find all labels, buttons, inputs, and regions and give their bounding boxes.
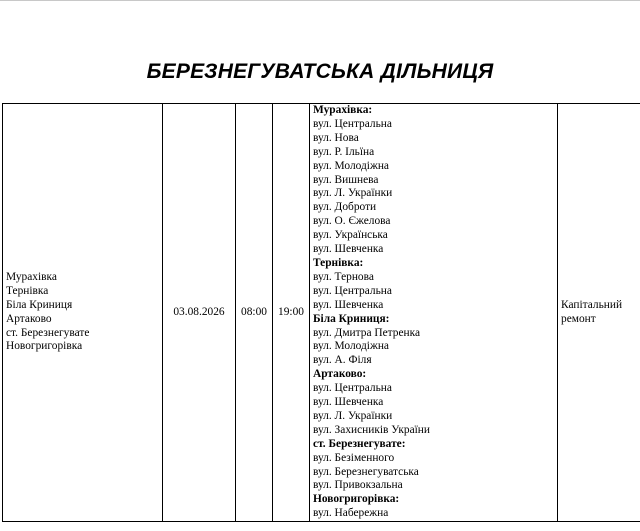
- street-item: вул. Молодіжна: [313, 340, 389, 353]
- date-cell: 03.08.2026: [163, 104, 236, 522]
- settlement-item: ст. Березнегувате: [6, 326, 90, 339]
- settlement-item: Тернівка: [6, 284, 49, 297]
- street-item: вул. Л. Українки: [313, 409, 393, 422]
- street-item: вул. Привокзальна: [313, 479, 403, 492]
- street-item: вул. Шевченка: [313, 298, 384, 311]
- street-item: вул. Захисників України: [313, 423, 430, 436]
- street-item: вул. Молодіжна: [313, 159, 389, 172]
- table-row: [3, 104, 640, 522]
- street-item: вул. О. Єжелова: [313, 215, 391, 228]
- street-item: вул. Шевченка: [313, 243, 384, 256]
- street-item: вул. Дмитра Петренка: [313, 326, 421, 339]
- street-item: вул. Центральна: [313, 382, 392, 395]
- top-rule: [0, 0, 640, 1]
- street-item: вул. Центральна: [313, 117, 392, 130]
- time-end-cell: 19:00: [273, 104, 310, 522]
- street-item: вул. Центральна: [313, 284, 392, 297]
- settlements-cell: [3, 104, 163, 522]
- street-item: вул. Безіменного: [313, 451, 395, 464]
- street-item: вул. Березнегуватська: [313, 465, 419, 478]
- street-item: вул. Українська: [313, 229, 388, 242]
- reason-cell: Капітальний ремонт: [558, 104, 640, 522]
- street-item: вул. Набережна: [313, 507, 389, 520]
- settlement-group-title: ст. Березнегувате:: [313, 437, 406, 450]
- time-start-cell: 08:00: [236, 104, 273, 522]
- street-item: вул. А. Філя: [313, 354, 372, 367]
- page-title: БЕРЕЗНЕГУВАТСЬКА ДІЛЬНИЦЯ: [146, 60, 494, 83]
- street-item: вул. Шевченка: [313, 396, 384, 409]
- settlement-item: Мурахівка: [6, 270, 57, 283]
- settlement-item: Артаково: [6, 312, 52, 325]
- streets-list: [313, 104, 554, 521]
- street-item: вул. Р. Ільїна: [313, 145, 375, 158]
- settlement-item: Новогригорівка: [6, 340, 83, 353]
- settlement-group-title: Мурахівка:: [313, 104, 373, 116]
- settlement-item: Біла Криниця: [6, 298, 73, 311]
- street-item: вул. Доброти: [313, 201, 377, 214]
- streets-cell: [310, 104, 558, 522]
- street-item: вул. Нова: [313, 131, 359, 144]
- settlements-list: [6, 271, 159, 354]
- settlement-group-title: Новогригорівка:: [313, 493, 400, 506]
- settlement-group-title: Артаково:: [313, 368, 367, 381]
- street-item: вул. Л. Українки: [313, 187, 393, 200]
- settlement-group-title: Біла Криниця:: [313, 312, 390, 325]
- street-item: вул. Тернова: [313, 270, 374, 283]
- outage-table: [2, 103, 640, 522]
- settlement-group-title: Тернівка:: [313, 256, 364, 269]
- street-item: вул. Вишнева: [313, 173, 379, 186]
